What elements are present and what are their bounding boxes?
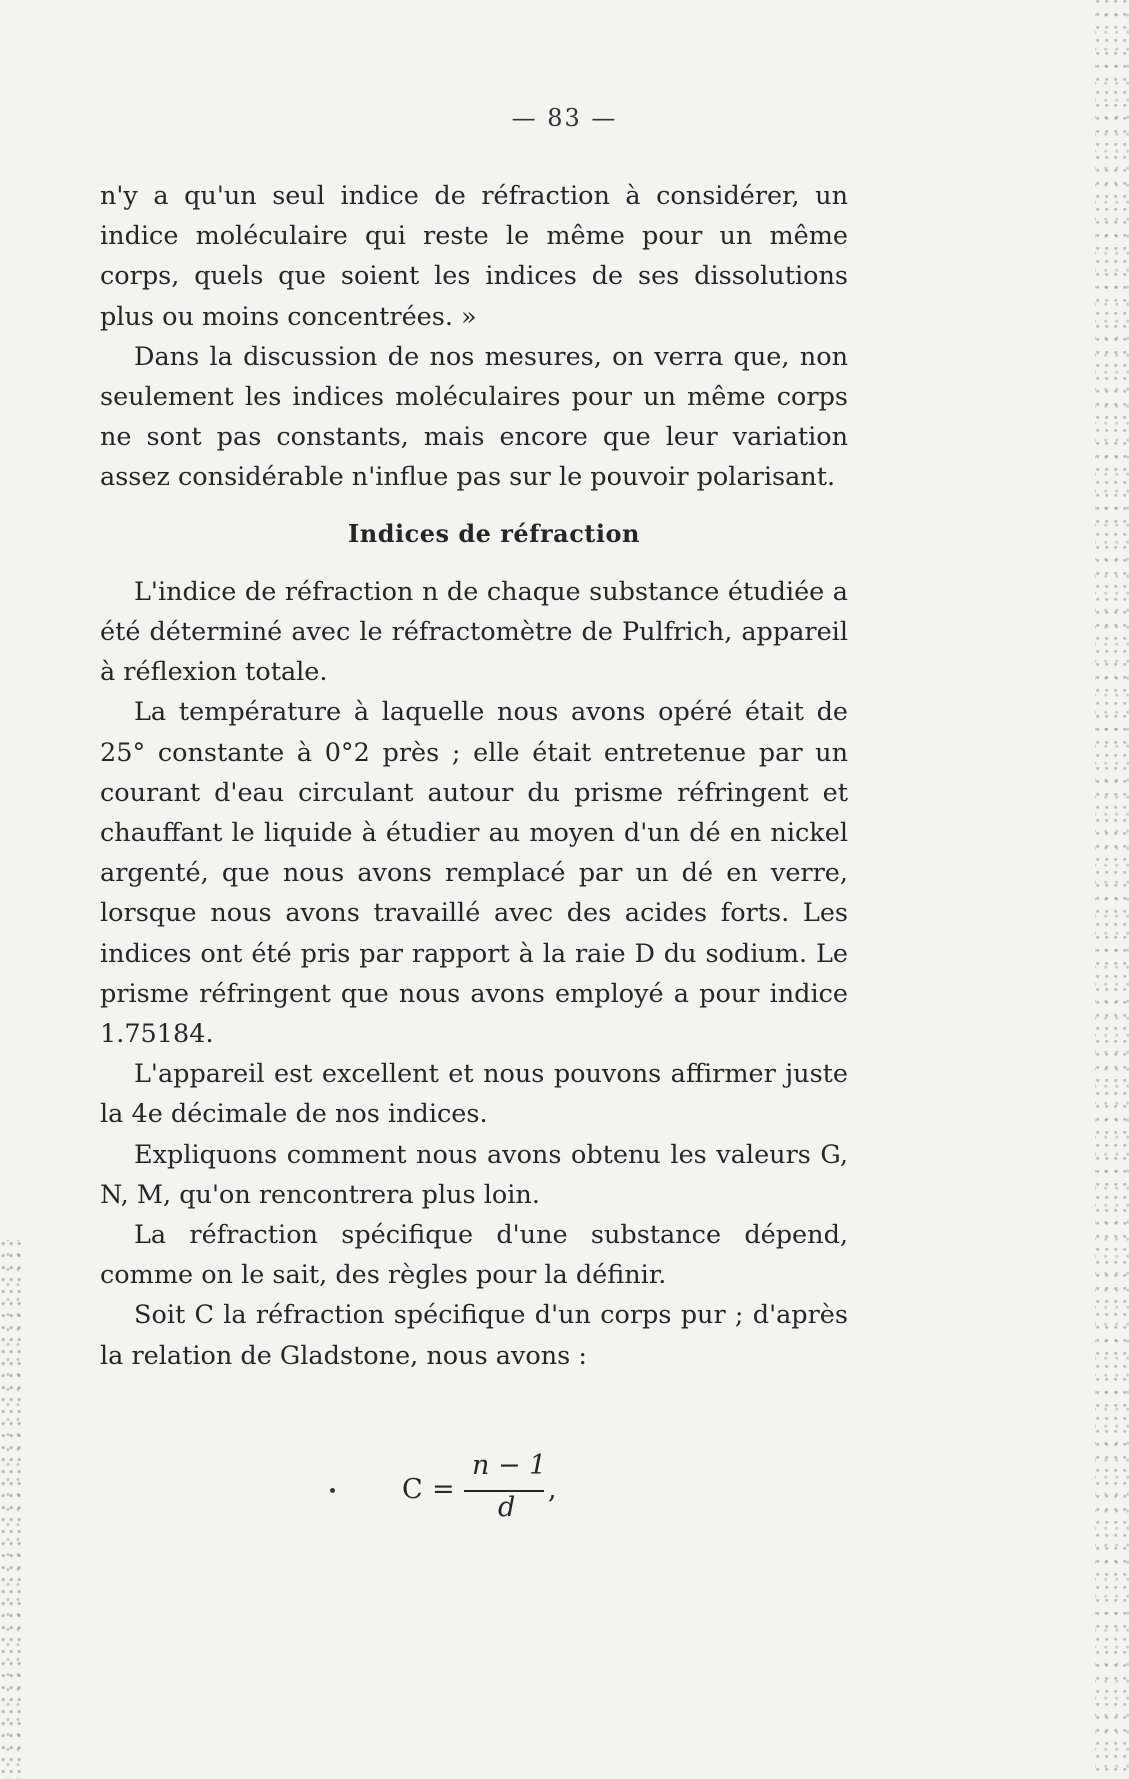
stray-mark [330, 1488, 335, 1493]
scan-edge-noise [0, 1240, 22, 1779]
scan-edge-noise [1095, 0, 1129, 1779]
section-heading: Indices de réfraction [348, 518, 640, 548]
paragraph: L'indice de réfraction n de chaque substance étudiée a été déterminé avec le réfractomètre de Pulfrich, appareil à réflexion totale. [100, 576, 848, 688]
paragraph: La réfraction spécifique d'une substance dépend, comme on le sait, des règles pour la définir. [100, 1220, 848, 1291]
gladstone-formula [392, 1450, 592, 1530]
page-number: — 83 — [511, 104, 618, 132]
paragraph: n'y a qu'un seul indice de réfraction à considérer, un indice moléculaire qui reste le même pour un même corps, quels que soient les indices de ses dissolutions plus ou moins concentrées. » [100, 181, 848, 332]
paragraph: L'appareil est excellent et nous pouvons affirmer juste la 4e décimale de nos indices. [100, 1059, 848, 1130]
formula-numerator: n − 1 [472, 1450, 547, 1481]
paragraph: Expliquons comment nous avons obtenu les valeurs G, N, M, qu'on rencontrera plus loin. [100, 1139, 848, 1210]
formula-equals: = [432, 1474, 455, 1505]
paragraph: Dans la discussion de nos mesures, on verra que, non seulement les indices moléculaires pour un même corps ne sont pas constants, mais encore que leur variation assez considérable n'influe pas sur le pouvoir polarisant. [100, 341, 848, 493]
formula-denominator: d [498, 1492, 516, 1523]
paragraph: Soit C la réfraction spécifique d'un corps pur ; d'après la relation de Gladstone, nous avons : [100, 1300, 848, 1371]
formula-lhs: C [402, 1474, 423, 1505]
paragraph: La température à laquelle nous avons opéré était de 25° constante à 0°2 près ; elle était entretenue par un courant d'eau circulant autour du prisme réfringent et chauffant le liquide à étudier au moyen d'un dé en nickel argenté, que nous avons remplacé par un dé en verre, lorsque nous avons travaillé avec des acides forts. Les indices ont été pris par rapport à la raie D du sodium. Le prisme réfringent que nous avons employé a pour indice 1.75184. [100, 697, 848, 1050]
formula-trailing-comma: , [548, 1474, 557, 1505]
page-body [100, 176, 848, 1376]
